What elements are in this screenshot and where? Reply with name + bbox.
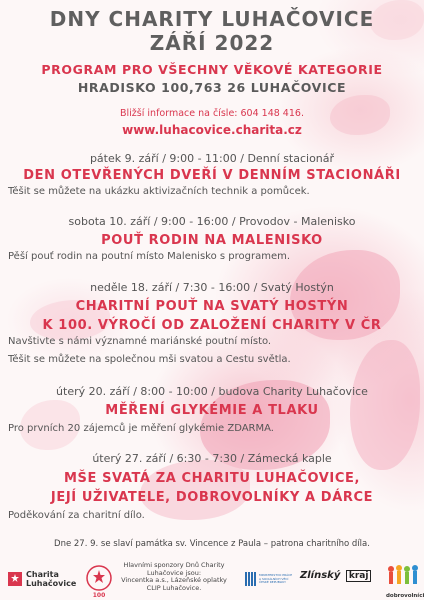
- event-title-line2: K 100. VÝROČÍ OD ZALOŽENÍ CHARITY V ČR: [42, 318, 382, 333]
- sponsors-line: Vincentka a.s., Lázeňské oplatky: [121, 576, 227, 584]
- sponsors-line: Luhačovice jsou:: [146, 568, 202, 577]
- event-description: Pěší pouť rodin na poutní místo Malenisko s programem.: [8, 251, 291, 262]
- event-title: DEN OTEVŘENÝCH DVEŘÍ V DENNÍM STACIONÁŘI: [23, 168, 401, 183]
- event-title-line2: JEJÍ UŽIVATELE, DOBROVOLNÍKY A DÁRCE: [50, 490, 374, 505]
- dobrovolnici-logo: [386, 563, 422, 597]
- event-when: neděle 18. září / 7:30 - 16:00 / Svatý Hostýn: [90, 281, 334, 294]
- mpsv-label: MINISTERSTVO PRÁCE A SOCIÁLNÍCH VĚCÍ ČESKÉ REPUBLIKY: [259, 573, 293, 585]
- contact-info: Bližší informace na čísle: 604 148 416.: [120, 108, 304, 119]
- sponsors-text: [118, 562, 230, 592]
- event-title: CHARITNÍ POUŤ NA SVATÝ HOSTÝN: [75, 299, 349, 314]
- dobrovolnici-label: dobrovolníci: [386, 593, 424, 599]
- event-when: úterý 20. září / 8:00 - 10:00 / budova Charity Luhačovice: [56, 385, 368, 398]
- zlinsky-label: Zlínský: [300, 570, 341, 581]
- event-title: MĚŘENÍ GLYKÉMIE A TLAKU: [105, 403, 319, 418]
- zlinsky-kraj-logo: [300, 570, 371, 581]
- charita-logo-line1: Charita: [26, 570, 59, 579]
- mpsv-logo: [245, 569, 295, 589]
- sponsors-line: Hlavními sponzory Dnů Charity: [123, 561, 225, 569]
- event-when: pátek 9. září / 9:00 - 11:00 / Denní stacionář: [89, 152, 335, 165]
- charita-logo-line2: Luhačovice: [26, 579, 77, 588]
- caritas-100-text: 100: [92, 592, 106, 599]
- address: HRADISKO 100,763 26 LUHAČOVICE: [77, 80, 347, 95]
- program-subtitle: PROGRAM PRO VŠECHNY VĚKOVÉ KATEGORIE: [41, 62, 383, 77]
- event-when: úterý 27. září / 6:30 - 7:30 / Zámecká kaple: [92, 452, 332, 465]
- caritas-100-icon: [86, 565, 112, 591]
- event-when: sobota 10. září / 9:00 - 16:00 / Provodov - Malenisko: [68, 215, 356, 228]
- website-link[interactable]: www.luhacovice.charita.cz: [122, 123, 302, 137]
- caritas-cross-icon: [8, 572, 22, 586]
- event-description: Těšit se můžete na ukázku aktivizačních technik a pomůcek.: [8, 186, 310, 197]
- event-description: Navštivte s námi významné mariánské poutní místo.: [8, 336, 272, 347]
- event-description: Těšit se můžete na společnou mši svatou a Cestu světla.: [8, 354, 291, 365]
- caritas-100-logo: [86, 565, 112, 599]
- sponsors-line: CLIP Luhačovice.: [146, 583, 202, 592]
- poster-title-date: ZÁŘÍ 2022: [149, 31, 275, 55]
- event-title: MŠE SVATÁ ZA CHARITU LUHAČOVICE,: [63, 471, 361, 486]
- event-description: Poděkování za charitní dílo.: [8, 510, 145, 521]
- kraj-label: kraj: [346, 570, 372, 582]
- event-description: Pro prvních 20 zájemců je měření glykémie ZDARMA.: [8, 423, 274, 434]
- event-title: POUŤ RODIN NA MALENISKO: [101, 233, 323, 248]
- poster-title: DNY CHARITY LUHAČOVICE: [49, 7, 375, 31]
- sponsor-logos: [0, 560, 424, 600]
- dobrovolnici-figures-icon: [386, 563, 422, 589]
- footer-note: Dne 27. 9. se slaví památka sv. Vincence z Paula – patrona charitního díla.: [54, 539, 370, 549]
